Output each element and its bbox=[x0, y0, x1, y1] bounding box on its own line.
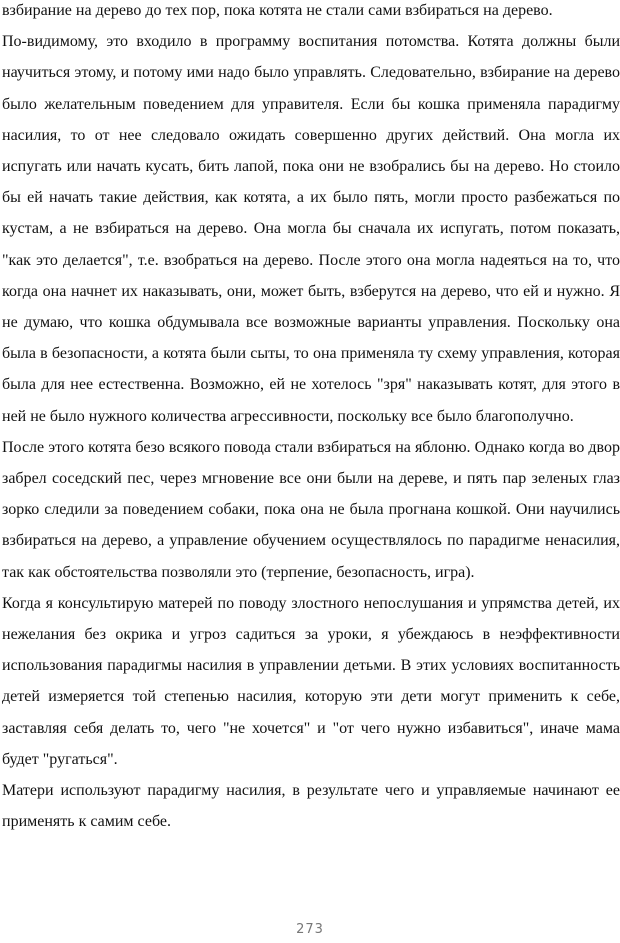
body-text bbox=[2, 0, 620, 837]
paragraph-3: После этого котята безо всякого повода стали взбираться на яблоню. Однако когда во двор забрел соседский пес, через мгновение все они были на дереве, и пять пар зеленых глаз зорко следили за поведением собаки, пока она не была прогнана кошкой. Они научились взбираться на дерево, а управление обучением осуществлялось по парадигме ненасилия, так как обстоятельства позволяли это (терпение, безопасность, игра). bbox=[2, 438, 620, 581]
paragraph-4: Когда я консультирую матерей по поводу злостного непослушания и упрямства детей, их нежелания без окрика и угроз садиться за уроки, я убеждаюсь в неэффективности использования парадигмы насилия в управлении детьми. В этих условиях воспитанность детей измеряется той степенью насилия, которую эти дети могут применить к себе, заставляя себя делать то, чего "не хочется" и "от чего нужно избавиться", иначе мама будет "ругаться". bbox=[2, 594, 620, 768]
paragraph-5: Матери используют парадигму насилия, в результате чего и управляемые начинают ее применять к самим себе. bbox=[2, 782, 620, 831]
page-number: 273 bbox=[296, 922, 324, 937]
paragraph-2: По-видимому, это входило в программу воспитания потомства. Котята должны были научиться этому, и потому ими надо было управлять. Следовательно, взбирание на дерево было желательным поведением для управителя. Если бы кошка применяла парадигму насилия, то от нее следовало ожидать совершенно других действий. Она могла их испугать или начать кусать, бить лапой, пока они не взобрались бы на дерево. Но стоило бы ей начать такие действия, как котята, а их было пять, могли просто разбежаться по кустам, а не взбираться на дерево. Она могла бы сначала их испугать, потом показать, "как это делается", т.е. взобраться на дерево. После этого она могла надеяться на то, что когда она начнет их наказывать, они, может быть, взберутся на дерево, что ей и нужно. Я не думаю, что кошка обдумывала все возможные варианты управления. Поскольку она была в безопасности, а котята были сыты, то она применяла ту схему управления, которая была для нее естественна. Возможно, ей не хотелось "зря" наказывать котят, для этого в ней не было нужного количества агрессивности, поскольку все было благополучно. bbox=[2, 33, 620, 425]
paragraph-1: взбирание на дерево до тех пор, пока котята не стали сами взбираться на дерево. bbox=[2, 2, 553, 19]
